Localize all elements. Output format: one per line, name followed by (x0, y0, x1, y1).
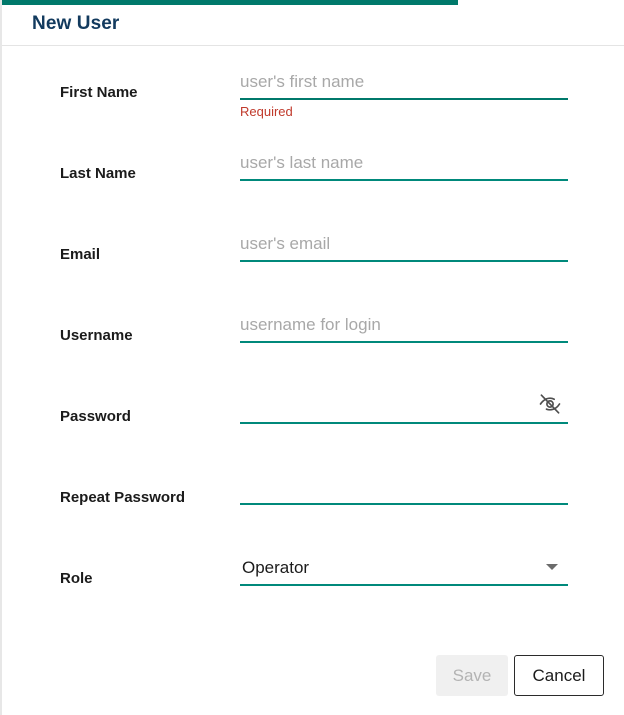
new-user-form (2, 46, 624, 715)
username-input[interactable] (240, 313, 568, 343)
field-row-last-name (2, 127, 624, 208)
chevron-down-icon[interactable] (546, 564, 558, 570)
role-selected-value: Operator (242, 558, 310, 577)
repeat-password-input[interactable] (240, 475, 568, 505)
field-row-role (2, 532, 624, 613)
label-password: Password (60, 408, 131, 425)
control-role (240, 556, 568, 586)
control-password (240, 394, 568, 424)
field-row-password (2, 370, 624, 451)
cancel-button[interactable]: Cancel (514, 655, 604, 696)
password-input[interactable] (240, 394, 568, 424)
eye-off-icon[interactable] (536, 390, 564, 418)
control-email (240, 232, 568, 262)
role-select[interactable] (240, 556, 568, 586)
control-last-name (240, 151, 568, 181)
control-first-name (240, 70, 568, 100)
first-name-input[interactable] (240, 70, 568, 100)
dialog-actions (2, 641, 624, 715)
control-username (240, 313, 568, 343)
password-wrapper (240, 394, 568, 424)
label-last-name: Last Name (60, 165, 136, 182)
label-email: Email (60, 246, 101, 263)
field-row-first-name (2, 46, 624, 127)
email-input[interactable] (240, 232, 568, 262)
save-button[interactable]: Save (436, 655, 508, 696)
field-row-email (2, 208, 624, 289)
field-row-username (2, 289, 624, 370)
page-title: New User (32, 13, 120, 34)
control-repeat-password (240, 475, 568, 505)
field-row-repeat-password (2, 451, 624, 532)
first-name-error: Required (240, 104, 293, 119)
label-role: Role (60, 570, 93, 587)
last-name-input[interactable] (240, 151, 568, 181)
label-username: Username (60, 327, 133, 344)
label-repeat-password: Repeat Password (60, 489, 186, 506)
dialog-header (2, 5, 624, 46)
label-first-name: First Name (60, 84, 138, 101)
